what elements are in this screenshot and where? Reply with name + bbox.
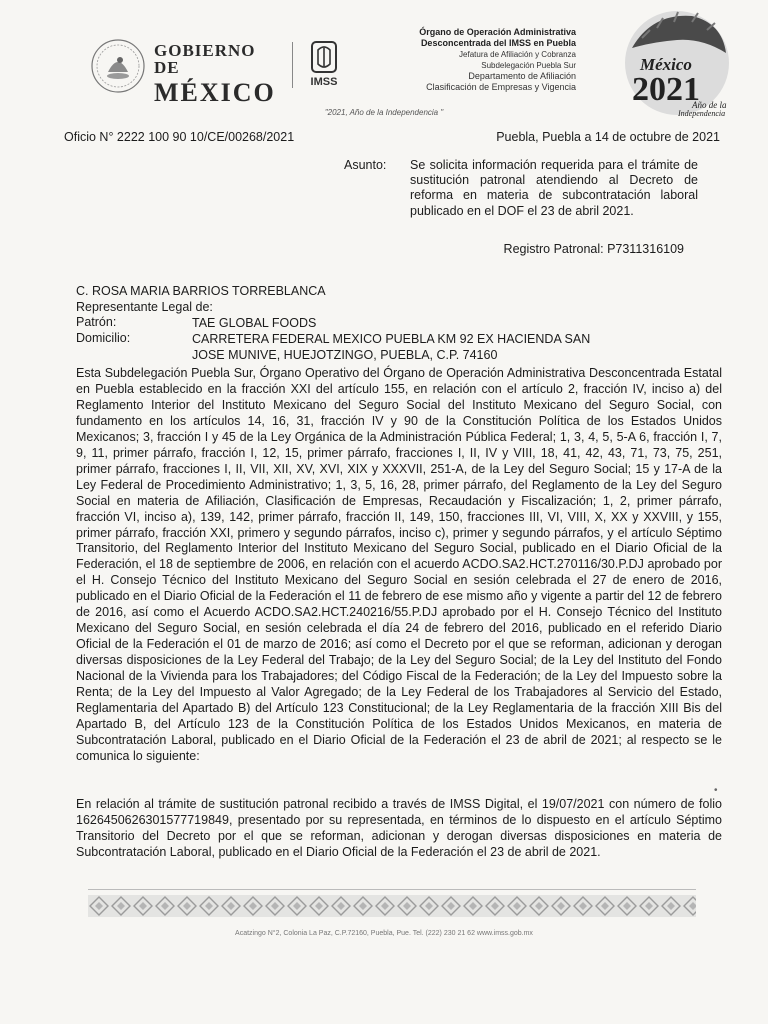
emblem-caption-1: Año de la xyxy=(692,100,727,110)
domicilio-label: Domicilio: xyxy=(76,331,131,345)
domicilio-line-2: JOSE MUNIVE, HUEJOTZINGO, PUEBLA, C.P. 74160 xyxy=(192,348,498,362)
patron-value: TAE GLOBAL FOODS xyxy=(192,316,317,330)
body-paragraph-2: En relación al trámite de sustitución patronal recibido a través de IMSS Digital, el 19/07/2021 con número de folio 1626450626301577719849, presentado por su representada, en términos de lo dispuesto en el artículo Séptimo Transitorio del Decreto por el que se reforman, adicionan y derogan diversas disposiciones en materia de Subcontratación Laboral, publicado en el Diario Oficial de la Federación el 23 de abril de 2021. xyxy=(76,797,722,859)
org-line: Jefatura de Afiliación y Cobranza xyxy=(459,50,576,59)
org-line: Departamento de Afiliación xyxy=(468,71,576,81)
mexico-2021-emblem-icon xyxy=(622,8,732,118)
emblem-year: 2021 xyxy=(632,71,700,108)
patron-label: Patrón: xyxy=(76,315,117,329)
gobierno-de-mexico-logo xyxy=(90,38,280,107)
emblem-caption-2: Independencia xyxy=(678,109,726,118)
gobierno-line-2: MÉXICO xyxy=(154,78,276,107)
motto: "2021, Año de la Independencia " xyxy=(324,108,444,117)
recipient-name: C. ROSA MARIA BARRIOS TORREBLANCA xyxy=(76,284,326,298)
org-line: Desconcentrada del IMSS en Puebla xyxy=(420,38,576,48)
footer-pattern-band xyxy=(88,895,696,917)
footer-divider xyxy=(88,889,696,890)
header-divider xyxy=(292,42,293,88)
org-line: Clasificación de Empresas y Vigencia xyxy=(426,82,576,92)
org-line: Subdelegación Puebla Sur xyxy=(481,61,576,70)
footer-address: Acatzingo N°2, Colonia La Paz, C.P.72160, Puebla, Pue. Tel. (222) 230 21 62 www.imss.gob.mx xyxy=(235,930,533,937)
handwritten-mark: • xyxy=(714,785,718,796)
asunto-text: Se solicita información requerida para el trámite de sustitución patronal atendiendo al Decreto de reforma en materia de subcontratación laboral publicado en el DOF el 23 de abril 2021. xyxy=(410,158,698,218)
imss-emblem-icon xyxy=(304,40,344,76)
national-seal-icon xyxy=(90,38,146,94)
org-line: Órgano de Operación Administrativa xyxy=(419,27,576,37)
emblem-word: México xyxy=(640,55,692,74)
oficio-number: Oficio N° 2222 100 90 10/CE/00268/2021 xyxy=(64,130,295,144)
imss-label: IMSS xyxy=(310,76,338,88)
place-date: Puebla, Puebla a 14 de octubre de 2021 xyxy=(496,130,720,144)
body-paragraph-1: Esta Subdelegación Puebla Sur, Órgano Operativo del Órgano de Operación Administrativa Desconcentrada Estatal en Puebla establecido en la fracción XXI del artículo 155, en relación con el artículo 2, fracción IV, inciso a) del Reglamento Interior del Instituto Mexicano del Seguro Social del Instituto Mexicano del Seguro Social, con fundamento en los artículos 14, 16, 31, fracción IV y 90 de la Constitución Política de los Estados Unidos Mexicanos; 3, fracción I y 45 de la Ley Orgánica de la Administración Pública Federal; 1, 3, 4, 5, 5-A 6, fracción I, 7, 9, 11, primer párrafo, fracción I, 12, 15, primer párrafo, fracciones I, II, IV y VIII, 18, 41, 42, 43, 71, 73, 75, 251, primer párrafo, fracciones I, II, VII, XII, XV, XVI, XIX y XXXVII, 251-A, de la Ley del Seguro Social; 15 y 17-A de la Ley Federal de Procedimiento Administrativo; 1, 3, 5, 16, 28, primer párrafo, del Reglamento de la Ley del Seguro Social en materia de Afiliación, Clasificación de Empresas, Recaudación y Fiscalización; 1, 2, primer párrafo, fracción VI, inciso a), 139, 142, primer párrafo, fracción II, 149, 150, fracciones III, VI, VIII, X, XX y XXVIII, y 155, primer párrafo, fracción XXI, primero y segundo párrafos, inciso c), primer y segundo párrafos, y el artículo Séptimo Transitorio, del Reglamento Interior del Instituto Mexicano del Seguro Social, publicado en el Diario Oficial de la Federación, el 18 de septiembre de 2006, en relación con el acuerdo ACDO.SA2.HCT.270116/30.P.DJ aprobado por el H. Consejo Técnico del Instituto Mexicano del Seguro Social en sesión celebrada el 27 de enero de 2016, publicado en el Diario Oficial de la Federación el 11 de febrero de ese mismo año y vigente a partir del 12 de febrero de 2016, así como el Acuerdo ACDO.SA2.HCT.240216/55.P.DJ aprobado por el H. Consejo Técnico del Instituto Mexicano del Seguro Social, en sesión celebrada el día 24 de febrero del 2016, publicado en el referido Diario Oficial de la Federación el 01 de marzo de 2016; así como el Decreto por el que se reforman, adicionan y derogan diversas disposiciones de la Ley Federal del Trabajo; de la Ley del Seguro Social; de la Ley del Instituto del Fondo Nacional de la Vivienda para los Trabajadores; del Código Fiscal de la Federación; de la Ley del Impuesto sobre la Renta; de la Ley del Impuesto al Valor Agregado; de la Ley Federal de los Trabajadores al Servicio del Estado, Reglamentaria del Apartado B) del Artículo 123 Constitucional; de la Ley Reglamentaria de la fracción XIII Bis del Apartado B, del Artículo 123 de la Constitución Política de los Estados Unidos Mexicanos, en materia de Subcontratación Laboral, publicado en el Diario Oficial de la Federación el 23 de abril de 2021; al respecto se le comunica lo siguiente: xyxy=(76,366,722,763)
organization-block xyxy=(380,27,576,93)
registro-patronal: Registro Patronal: P7311316109 xyxy=(503,242,684,256)
domicilio-line-1: CARRETERA FEDERAL MEXICO PUEBLA KM 92 EX HACIENDA SAN xyxy=(192,332,591,346)
recipient-role: Representante Legal de: xyxy=(76,300,213,314)
asunto-label: Asunto: xyxy=(344,158,387,172)
imss-logo xyxy=(304,40,344,94)
gobierno-line-1: GOBIERNO DE xyxy=(154,41,256,77)
